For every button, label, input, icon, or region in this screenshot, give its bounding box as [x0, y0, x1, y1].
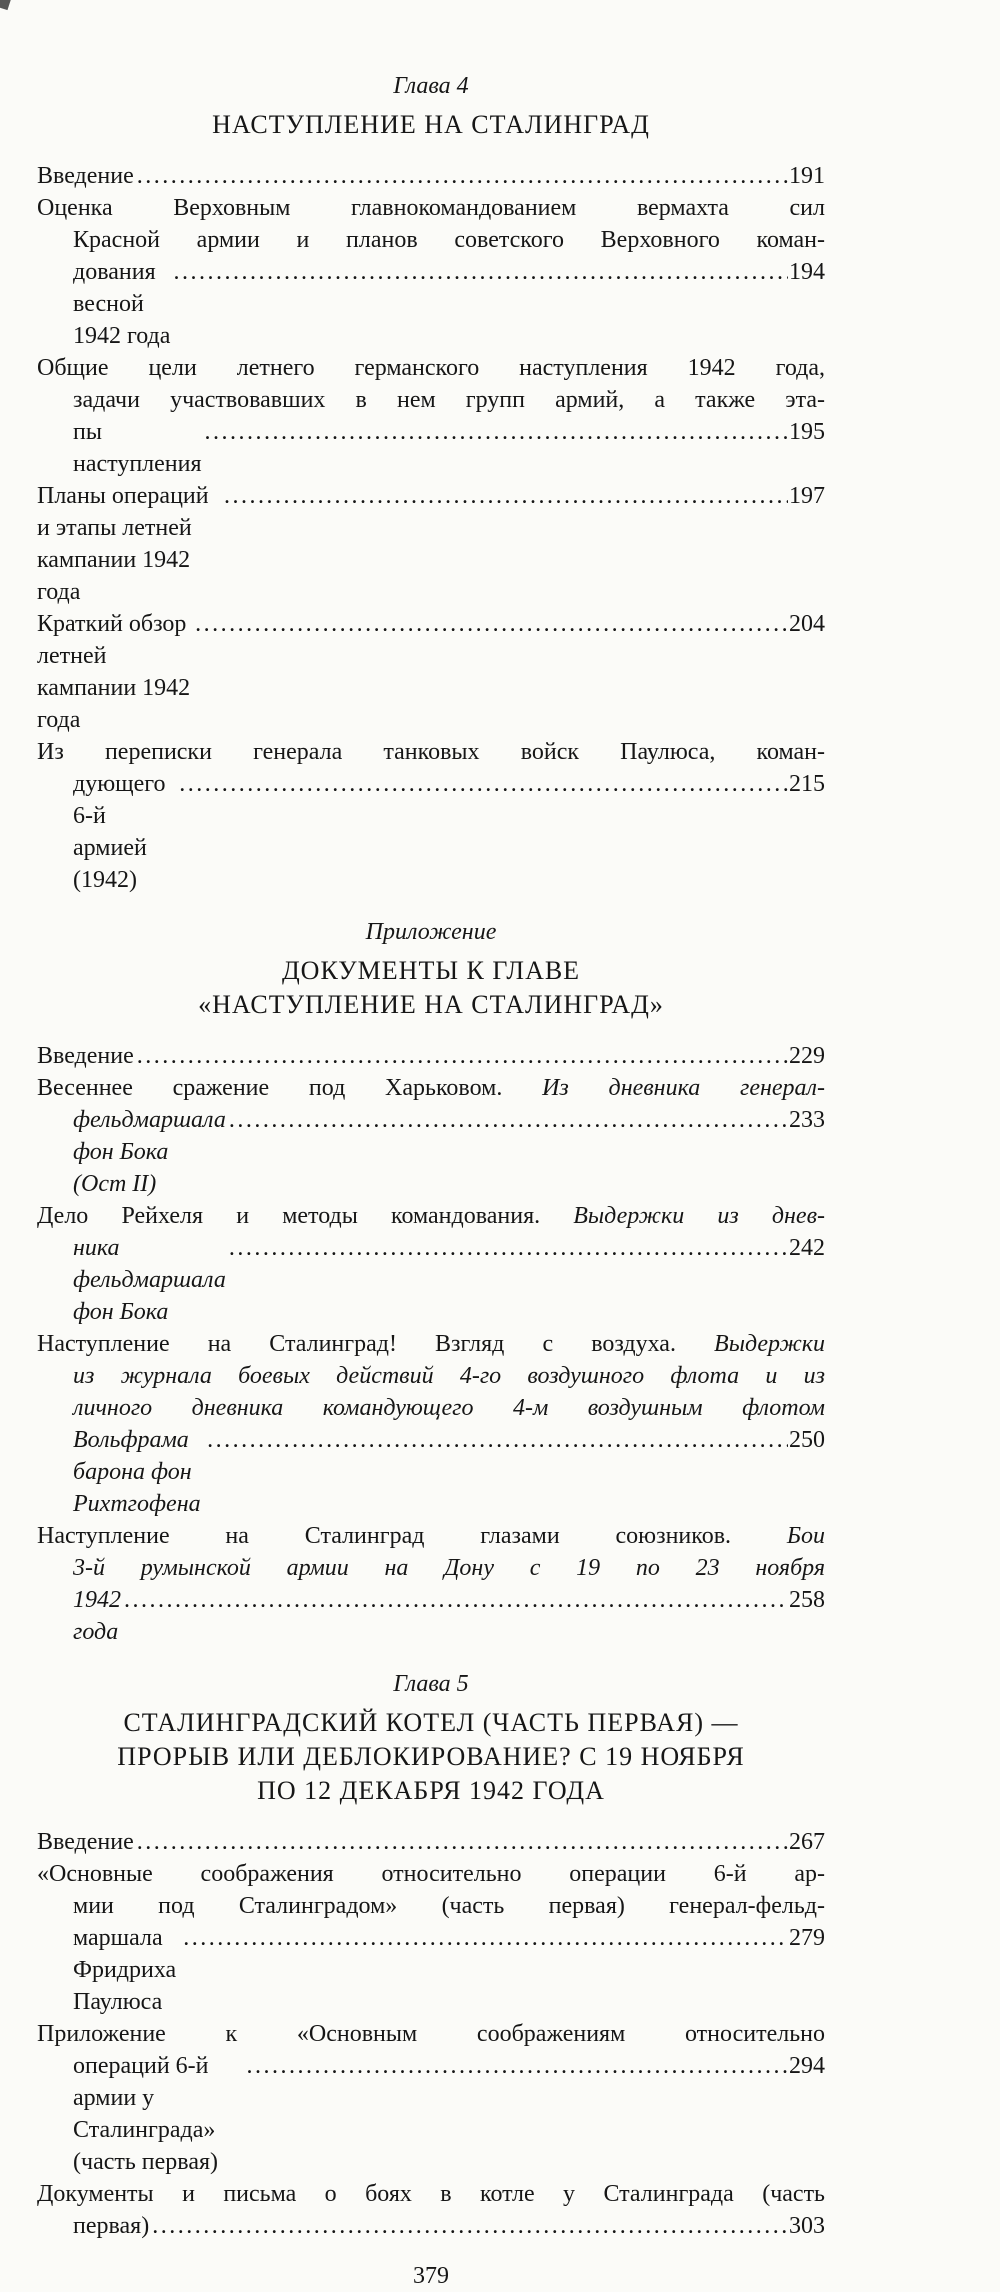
toc-entry	[37, 480, 825, 608]
chapter-title-line: ДОКУМЕНТЫ К ГЛАВЕ	[281, 956, 581, 985]
toc-entry	[37, 1200, 825, 1328]
toc-section-2	[37, 916, 825, 1648]
text-segment: пы наступления	[73, 419, 202, 477]
text-segment: Документы и письма о боях в котле у Сталинграда (часть	[37, 2181, 825, 2207]
text-segment: Весеннее сражение под Харьковом.	[37, 1075, 543, 1101]
italic-text-segment: Выдержки	[714, 1331, 825, 1357]
toc-entry-last-line	[37, 1826, 825, 1858]
toc-entry-line	[37, 1392, 825, 1424]
page-ref: 233	[789, 1107, 825, 1133]
toc-entry-text	[73, 2050, 244, 2178]
text-segment: маршала Фридриха Паулюса	[73, 1925, 177, 2015]
dot-leader	[124, 1584, 788, 1616]
toc-entry-last-line	[37, 1584, 825, 1648]
page-ref: 279	[789, 1925, 825, 1951]
page-ref: 294	[789, 2053, 825, 2079]
toc-entry-line	[37, 1520, 825, 1552]
text-segment: Общие цели летнего германского наступления 1942 года,	[37, 355, 825, 381]
toc-entries	[37, 1040, 825, 1648]
dot-leader	[207, 1424, 788, 1456]
text-segment: Введение	[37, 1043, 134, 1069]
page-ref: 242	[789, 1235, 825, 1261]
toc-entry	[37, 2018, 825, 2178]
text-segment: Оценка Верховным главнокомандованием вермахта сил	[37, 195, 825, 221]
toc-entry-line	[37, 192, 825, 224]
page-ref: 195	[789, 419, 825, 445]
italic-text-segment: 3-й румынской армии на Дону с 19 по 23 ноября	[73, 1555, 825, 1581]
toc-entry-line	[37, 224, 825, 256]
toc-entry-text	[73, 1922, 180, 2018]
toc-entry-line	[37, 736, 825, 768]
text-segment: мии под Сталинградом» (часть первая) генерал-фельд-	[73, 1893, 825, 1919]
toc	[37, 70, 825, 2242]
toc-entry-text	[73, 416, 202, 480]
page-ref: 229	[789, 1043, 825, 1069]
toc-entry-line	[37, 2178, 825, 2210]
toc-entry-text	[37, 1826, 134, 1858]
text-segment: первая)	[73, 2213, 150, 2239]
toc-entry	[37, 192, 825, 352]
text-segment: Введение	[37, 1829, 134, 1855]
toc-entry-last-line	[37, 1922, 825, 2018]
toc-entry-last-line	[37, 608, 825, 736]
dot-leader	[137, 160, 788, 192]
toc-section-3	[37, 1668, 825, 2242]
text-segment: Введение	[37, 163, 134, 189]
text-segment: «Основные соображения относительно операции 6-й ар-	[37, 1861, 825, 1887]
text-segment: дования весной 1942 года	[73, 259, 171, 349]
toc-entry-line	[37, 384, 825, 416]
chapter-title-line: НАСТУПЛЕНИЕ НА СТАЛИНГРАД	[212, 110, 650, 139]
toc-entry-last-line	[37, 160, 825, 192]
page-ref: 191	[789, 163, 825, 189]
toc-entry-last-line	[37, 416, 825, 480]
page-ref: 204	[789, 611, 825, 637]
chapter-title	[37, 1706, 825, 1808]
toc-entry	[37, 1826, 825, 1858]
toc-entry-text	[37, 480, 221, 608]
chapter-title-line: ПРОРЫВ ИЛИ ДЕБЛОКИРОВАНИЕ? С 19 НОЯБРЯ	[117, 1742, 745, 1771]
toc-entry-line	[37, 1858, 825, 1890]
toc-entry-line	[37, 1890, 825, 1922]
toc-entry	[37, 352, 825, 480]
text-segment: Приложение к «Основным соображениям относительно	[37, 2021, 825, 2047]
chapter-kicker: Глава 4	[393, 73, 469, 99]
text-segment: Красной армии и планов советского Верховного коман-	[73, 227, 825, 253]
toc-entry	[37, 160, 825, 192]
text-segment: дующего 6-й армией (1942)	[73, 771, 166, 893]
toc-entry-last-line	[37, 768, 825, 896]
dot-leader	[195, 608, 788, 640]
chapter-title	[37, 954, 825, 1022]
chapter-kicker: Глава 5	[393, 1671, 469, 1697]
toc-entry-line	[37, 1552, 825, 1584]
toc-entry	[37, 1040, 825, 1072]
chapter-title	[37, 108, 825, 142]
toc-entry	[37, 1858, 825, 2018]
toc-entry-text	[73, 1232, 226, 1328]
toc-entry-last-line	[37, 1104, 825, 1200]
italic-text-segment: Бои	[786, 1523, 825, 1549]
toc-entry	[37, 1072, 825, 1200]
italic-text-segment: ника фельдмаршала фон Бока	[73, 1235, 226, 1325]
italic-text-segment: фельдмаршала фон Бока (Ост II)	[73, 1107, 226, 1197]
toc-entry-text	[73, 2210, 149, 2242]
toc-entry-text	[73, 1584, 121, 1648]
dot-leader	[229, 1104, 788, 1136]
toc-entry	[37, 1328, 825, 1520]
toc-entry-line	[37, 1072, 825, 1104]
dot-leader	[173, 256, 788, 288]
toc-entry-line	[37, 1200, 825, 1232]
toc-entry-text	[73, 256, 170, 352]
italic-text-segment: Из дневника генерал-	[542, 1075, 825, 1101]
toc-entry-last-line	[37, 1232, 825, 1328]
dot-leader	[229, 1232, 788, 1264]
dot-leader	[183, 1922, 788, 1954]
toc-entry	[37, 736, 825, 896]
italic-text-segment: из журнала боевых действий 4-го воздушного флота и из	[73, 1363, 825, 1389]
page-ref: 250	[789, 1427, 825, 1453]
toc-entry-text	[37, 160, 134, 192]
italic-text-segment: Выдержки из днев-	[573, 1203, 825, 1229]
footer-page-number: 379	[413, 2263, 449, 2289]
chapter-title-line: «НАСТУПЛЕНИЕ НА СТАЛИНГРАД»	[198, 990, 664, 1019]
book-page	[37, 0, 825, 2292]
italic-text-segment: 1942 года	[73, 1587, 121, 1645]
page-ref: 258	[789, 1587, 825, 1613]
text-segment: Дело Рейхеля и методы командования.	[37, 1203, 574, 1229]
dot-leader	[152, 2210, 788, 2242]
dot-leader	[224, 480, 788, 512]
toc-entry-line	[37, 1328, 825, 1360]
text-segment: Наступление на Сталинград глазами союзников.	[37, 1523, 787, 1549]
scan-artifact	[0, 0, 12, 10]
toc-entry-text	[37, 608, 192, 736]
toc-entry-text	[37, 1040, 134, 1072]
chapter-title-line: ПО 12 ДЕКАБРЯ 1942 ГОДА	[257, 1776, 605, 1805]
toc-entries	[37, 1826, 825, 2242]
toc-entry-text	[73, 1424, 204, 1520]
dot-leader	[179, 768, 788, 800]
toc-entry	[37, 2178, 825, 2242]
text-segment: Краткий обзор летней кампании 1942 года	[37, 611, 191, 733]
toc-entry-line	[37, 352, 825, 384]
toc-entry-last-line	[37, 480, 825, 608]
page-ref: 267	[789, 1829, 825, 1855]
text-segment: Наступление на Сталинград! Взгляд с воздуха.	[37, 1331, 715, 1357]
toc-entries	[37, 160, 825, 896]
chapter-kicker: Приложение	[365, 919, 497, 945]
text-segment: Из переписки генерала танковых войск Паулюса, коман-	[37, 739, 825, 765]
toc-entry	[37, 608, 825, 736]
toc-entry-last-line	[37, 1424, 825, 1520]
text-segment: операций 6-й армии у Сталинграда» (часть первая)	[73, 2053, 218, 2175]
toc-entry-last-line	[37, 2210, 825, 2242]
page-ref: 197	[789, 483, 825, 509]
toc-entry-text	[73, 1104, 226, 1200]
page-ref: 215	[789, 771, 825, 797]
page-ref: 303	[789, 2213, 825, 2239]
italic-text-segment: Вольфрама барона фон Рихтгофена	[73, 1427, 201, 1517]
chapter-title-line: СТАЛИНГРАДСКИЙ КОТЕЛ (ЧАСТЬ ПЕРВАЯ) —	[123, 1708, 739, 1737]
text-segment: Планы операций и этапы летней кампании 1942 года	[37, 483, 209, 605]
toc-entry-last-line	[37, 1040, 825, 1072]
toc-section-1	[37, 70, 825, 896]
dot-leader	[137, 1040, 788, 1072]
toc-entry-last-line	[37, 256, 825, 352]
dot-leader	[205, 416, 788, 448]
toc-entry-line	[37, 1360, 825, 1392]
page-ref: 194	[789, 259, 825, 285]
toc-entry-text	[73, 768, 176, 896]
dot-leader	[137, 1826, 788, 1858]
toc-entry	[37, 1520, 825, 1648]
dot-leader	[247, 2050, 788, 2082]
italic-text-segment: личного дневника командующего 4-м воздушным флотом	[73, 1395, 825, 1421]
toc-entry-line	[37, 2018, 825, 2050]
text-segment: задачи участвовавших в нем групп армий, а также эта-	[73, 387, 825, 413]
toc-entry-last-line	[37, 2050, 825, 2178]
